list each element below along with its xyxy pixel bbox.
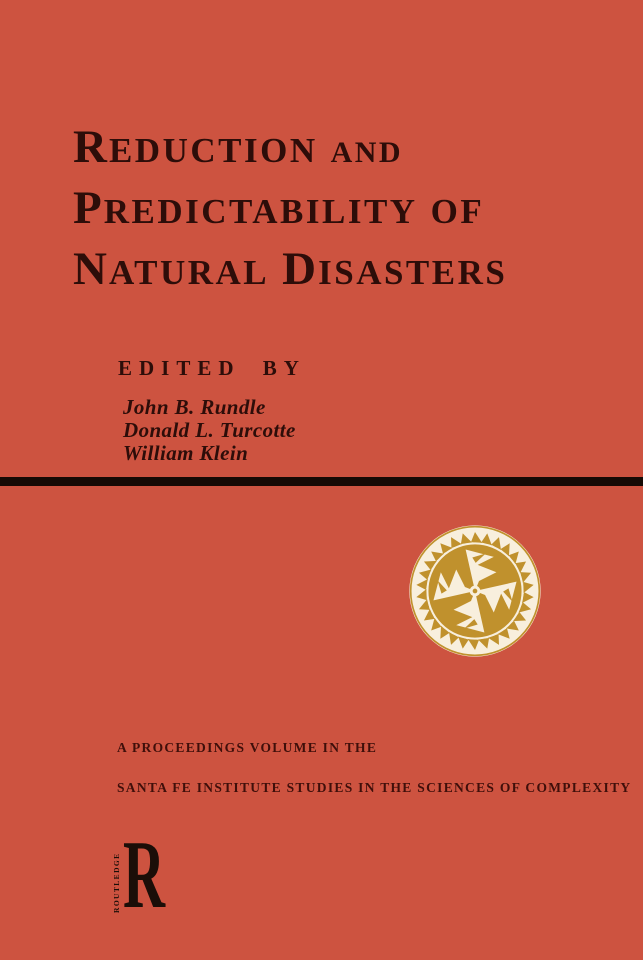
- title-text-segment: EDUCTION: [108, 131, 318, 170]
- title-text-segment: P: [73, 182, 104, 234]
- santa-fe-institute-medallion-icon: [408, 524, 542, 658]
- title-line-2: [73, 183, 507, 244]
- editor-name: John B. Rundle: [123, 395, 266, 419]
- title-text-segment: R: [73, 121, 109, 173]
- title-line-3: [73, 244, 507, 305]
- series-line-2: SANTA FE INSTITUTE STUDIES IN THE SCIENCES OF COMPLEXITY: [117, 780, 632, 795]
- edited-by-label: EDITED BY: [118, 356, 306, 380]
- routledge-vertical-wordmark: ROUTLEDGE: [112, 852, 121, 913]
- series-line-1: A PROCEEDINGS VOLUME IN THE: [117, 740, 378, 755]
- editor-name: William Klein: [123, 441, 249, 465]
- title-text-segment: OF: [430, 192, 485, 231]
- editor-name: Donald L. Turcotte: [123, 418, 296, 442]
- book-title: [73, 122, 507, 305]
- editor-list: [123, 396, 296, 465]
- title-text-segment: AND: [330, 136, 404, 169]
- title-line-1: [73, 122, 507, 183]
- horizontal-rule-bar: [0, 477, 643, 486]
- title-text-segment: ISASTERS: [318, 253, 508, 292]
- title-text-segment: D: [282, 243, 319, 295]
- title-text-segment: REDICTABILITY: [103, 192, 418, 231]
- routledge-r-monogram: R: [123, 821, 166, 928]
- routledge-logo: [112, 821, 182, 928]
- title-text-segment: N: [73, 243, 109, 295]
- title-text-segment: ATURAL: [108, 253, 270, 292]
